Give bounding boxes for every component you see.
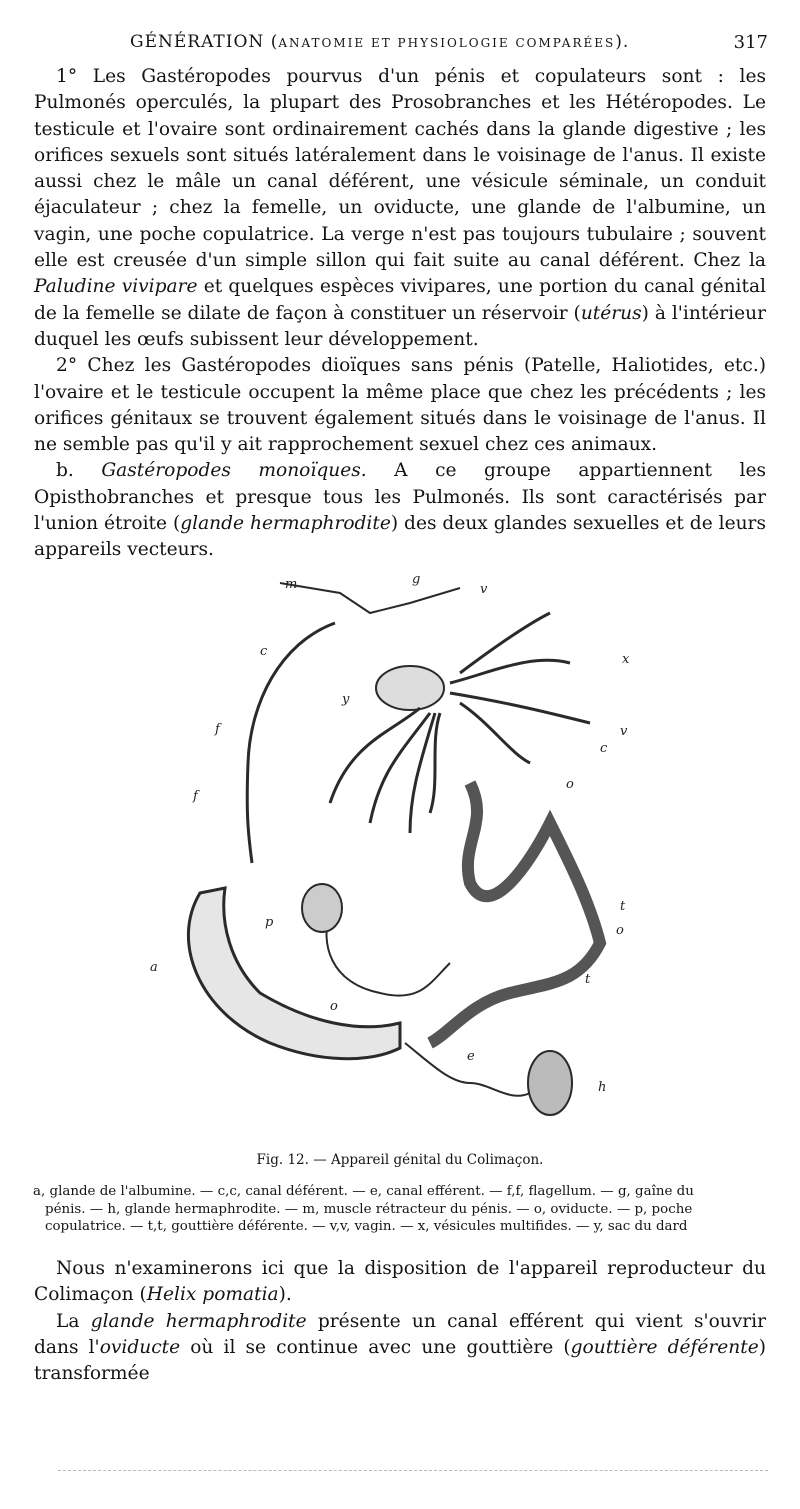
dart-sac xyxy=(376,666,444,710)
label-c2: c xyxy=(600,741,608,756)
label-v2: v xyxy=(620,724,628,739)
oviduct-coil xyxy=(430,783,600,1043)
label-c1: c xyxy=(260,644,268,659)
legend-line: copulatrice. — t,t, gouttière déférente. — v,v, vagin. — x, vésicules multifides. — y, sac du dard xyxy=(45,1219,688,1234)
legend-line: pénis. — h, glande hermaphrodite. — m, muscle rétracteur du pénis. — o, oviducte. — p, poche xyxy=(45,1201,693,1217)
text-run: où il se continue avec une gouttière ( xyxy=(180,1336,571,1358)
text-run: 2° Chez les Gastéropodes dioïques sans pénis (Patelle, Haliotides, etc.) l'ovaire et le testicule occupent la même place que chez les précédents ; les orifices génitaux se trouvent également situés dans le voisinage de l'anus. Il ne semble pas qu'il y ait rapprochement sexuel chez ces animaux. xyxy=(34,355,766,456)
italic-run: Helix pomatia xyxy=(146,1284,279,1306)
running-header xyxy=(30,32,770,60)
paragraph-glande-hermaphrodite xyxy=(34,1309,766,1388)
running-title-end: ). xyxy=(615,32,630,52)
italic-run: oviducte xyxy=(99,1336,181,1358)
running-title-small-caps: ANATOMIE ET PHYSIOLOGIE COMPARÉES xyxy=(278,36,616,50)
paragraph-helix xyxy=(34,1256,766,1309)
body-text-top xyxy=(34,64,766,564)
paragraph-dioiques xyxy=(34,353,766,458)
running-title-main: GÉNÉRATION ( xyxy=(130,32,279,52)
text-run: présente un canal efférent qui vient s'ouvrir dans l' xyxy=(34,1310,766,1358)
text-run: La xyxy=(56,1310,91,1332)
copulatory-pouch-duct xyxy=(327,913,450,996)
label-t1: t xyxy=(620,899,626,914)
text-run: ) des deux glandes sexuelles et de leurs appareils vecteurs. xyxy=(34,513,766,561)
italic-run: Paludine vivipare xyxy=(34,276,198,298)
page-number: 317 xyxy=(733,32,768,53)
genital-apparatus-drawing xyxy=(130,563,690,1148)
italic-run: Gastéropodes monoïques. xyxy=(101,460,367,482)
label-f2: f xyxy=(193,789,198,804)
text-run: ). xyxy=(278,1284,292,1306)
text-run: ) à l'intérieur duquel les œufs subissent leur développement. xyxy=(34,302,766,350)
figure-legend xyxy=(33,1183,766,1236)
label-e: e xyxy=(467,1049,475,1064)
label-v1: v xyxy=(480,582,488,597)
figure-illustration xyxy=(130,563,690,1148)
label-g: g xyxy=(412,572,421,587)
text-run: 1° Les Gastéropodes pourvus d'un pénis et copulateurs sont : les Pulmonés operculés, la plupart des Prosobranches et les Hétéropodes. Le testicule et l'ovaire sont ordinairement cachés dans la glande digestive ; les orifices sexuels sont situés latéralement dans le voisinage de l'anus. Il existe aussi chez le mâle un canal déférent, une vésicule séminale, un conduit éjaculateur ; chez la femelle, un oviducte, une glande de l'albumine, un vagin, une poche copulatrice. La verge n'est pas toujours tubulaire ; souvent elle est creusée d'un simple sillon qui fait suite au canal déférent. Chez la xyxy=(34,66,766,272)
italic-run: gouttière déférente xyxy=(570,1336,759,1358)
legend-line: a, glande de l'albumine. — c,c, canal déférent. — e, canal efférent. — f,f, flagellum. — g, gaîne du xyxy=(33,1184,694,1199)
label-a: a xyxy=(150,960,158,975)
label-x: x xyxy=(622,652,630,667)
text-run: ) transformée xyxy=(34,1336,766,1385)
copulatory-pouch xyxy=(302,884,342,932)
italic-run: glande hermaphrodite xyxy=(90,1310,307,1332)
footer-rule xyxy=(58,1470,768,1471)
text-run: A ce groupe appartiennent les Opisthobranches et presque tous les Pulmonés. Ils sont caractérisés par l'union étroite ( xyxy=(34,460,766,535)
label-o2: o xyxy=(616,923,624,938)
text-run: b. xyxy=(56,460,102,482)
label-t2: t xyxy=(585,972,591,987)
vesicles-right xyxy=(450,613,590,763)
paragraph-pulmones-operculés xyxy=(34,64,766,353)
italic-run: utérus xyxy=(580,302,642,324)
running-title xyxy=(130,32,629,52)
label-m: m xyxy=(285,577,298,592)
flagellum-path xyxy=(247,623,335,863)
muscle-path xyxy=(280,583,460,613)
label-p: p xyxy=(265,915,274,930)
figure-caption: Fig. 12. — Appareil génital du Colimaçon. xyxy=(256,1152,544,1168)
label-y: y xyxy=(342,692,350,707)
label-h: h xyxy=(598,1080,607,1095)
italic-run: glande hermaphrodite xyxy=(180,513,391,535)
paragraph-monoiques xyxy=(34,458,766,563)
text-run: et quelques espèces vivipares, une portion du canal génital de la femelle se dilate de façon à constituer un réservoir ( xyxy=(34,276,766,324)
label-o1: o xyxy=(566,777,574,792)
label-f1: f xyxy=(215,722,220,737)
vesicles-left xyxy=(330,708,440,833)
hermaphrodite-gland xyxy=(528,1051,572,1115)
text-run: Nous n'examinerons ici que la disposition de l'appareil reproducteur du Colimaçon ( xyxy=(34,1258,766,1306)
body-text-bottom xyxy=(34,1256,766,1387)
albumin-gland xyxy=(188,888,400,1059)
label-o3: o xyxy=(330,999,338,1014)
